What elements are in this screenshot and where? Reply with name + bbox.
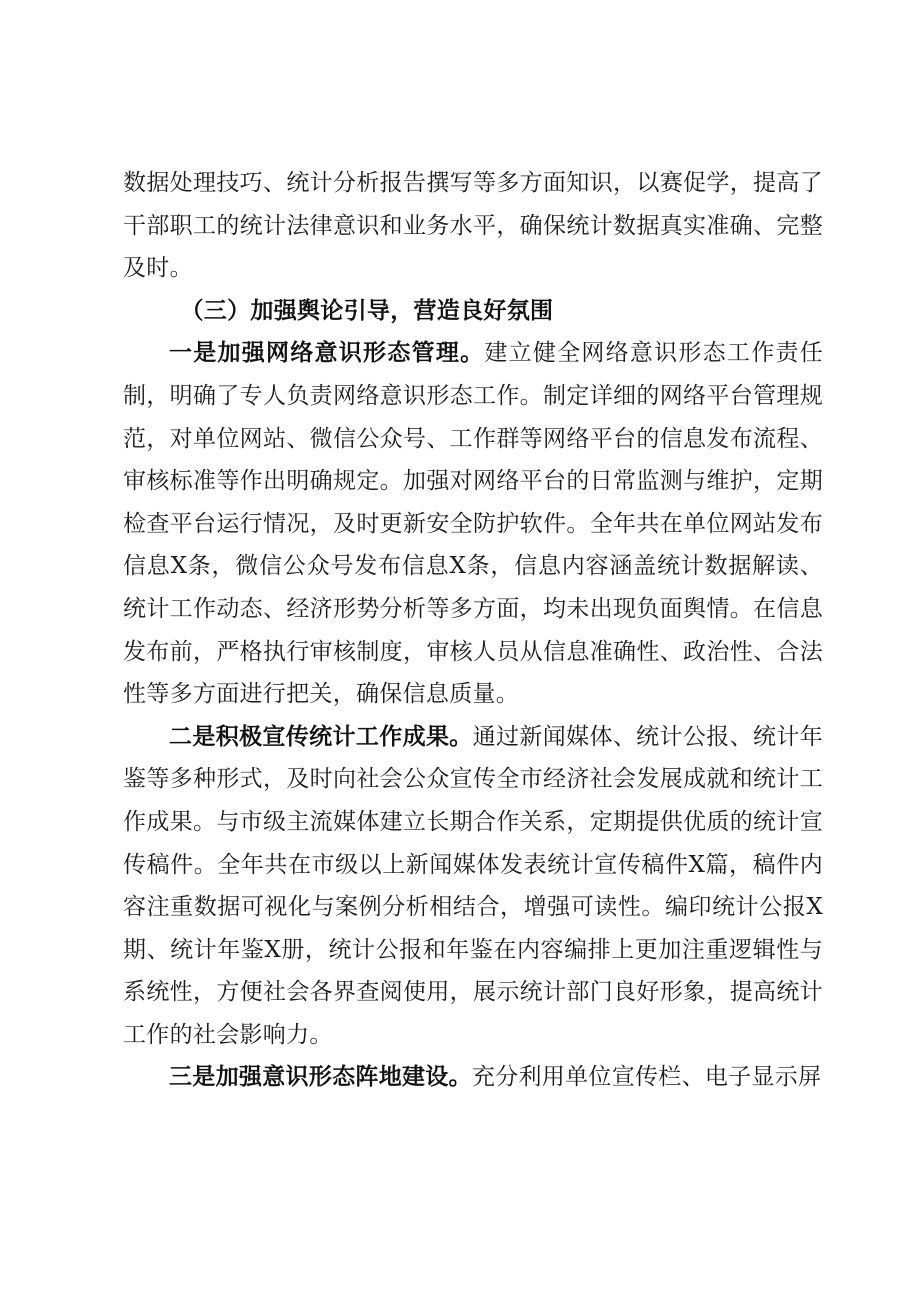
paragraph-position-building	[123, 1056, 823, 1099]
paragraph-network-ideology	[123, 332, 823, 715]
paragraph-publicity	[123, 716, 823, 1057]
paragraph-continuation: 数据处理技巧、统计分析报告撰写等多方面知识，以赛促学，提高了干部职工的统计法律意识和业务水平，确保统计数据真实准确、完整及时。	[123, 170, 823, 282]
paragraph-text: 建立健全网络意识形态工作责任制，明确了专人负责网络意识形态工作。制定详细的网络平台管理规范，对单位网站、微信公众号、工作群等网络平台的信息发布流程、审核标准等作出明确规定。加强对网络平台的日常监测与维护，定期检查平台运行情况，及时更新安全防护软件。全年共在单位网站发布信息X条，微信公众号发布信息X条，信息内容涵盖统计数据解读、统计工作动态、经济形势分析等多方面，均未出现负面舆情。在信息发布前，严格执行审核制度，审核人员从信息准确性、政治性、合法性等多方面进行把关，确保信息质量。	[123, 340, 824, 708]
document-body	[123, 162, 823, 1099]
paragraph-lead: 三是加强意识形态阵地建设。	[169, 1064, 472, 1091]
section-heading: （三）加强舆论引导，营造良好氛围	[180, 297, 554, 324]
paragraph-lead: 一是加强网络意识形态管理。	[169, 340, 485, 367]
paragraph-lead: 二是积极宣传统计工作成果。	[169, 723, 473, 750]
paragraph-text: 通过新闻媒体、统计公报、统计年鉴等多种形式，及时向社会公众宣传全市经济社会发展成就和统计工作成果。与市级主流媒体建立长期合作关系，定期提供优质的统计宣传稿件。全年共在市级以上新闻媒体发表统计宣传稿件X篇，稿件内容注重数据可视化与案例分析相结合，增强可读性。编印统计公报X期、统计年鉴X册，统计公报和年鉴在内容编排上更加注重逻辑性与系统性，方便社会各界查阅使用，展示统计部门良好形象，提高统计工作的社会影响力。	[123, 723, 823, 1048]
paragraph-text: 充分利用单位宣传栏、电子显示屏	[471, 1064, 822, 1091]
